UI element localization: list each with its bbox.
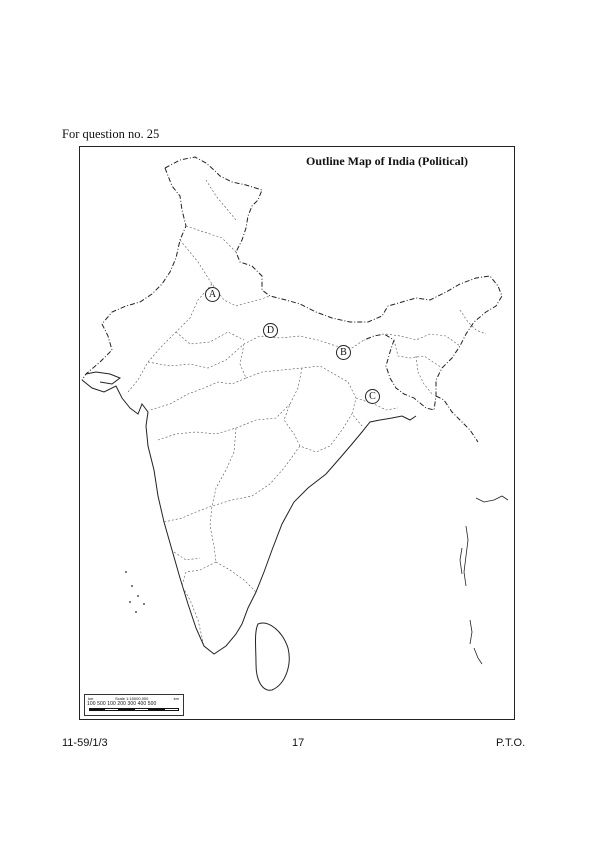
- gulf-of-kutch: [86, 372, 120, 384]
- sri-lanka-outline: [256, 623, 290, 690]
- map-marker-d: D: [263, 323, 278, 338]
- map-marker-a: A: [205, 287, 220, 302]
- scale-unit-left: km: [88, 696, 94, 701]
- western-boundary: [82, 168, 186, 380]
- lakshadweep-islands: [125, 571, 145, 613]
- northeast-boundary: [436, 396, 478, 442]
- scale-bar: [89, 708, 179, 711]
- footer-page-number: 17: [292, 737, 305, 749]
- question-label: For question no. 25: [62, 127, 160, 141]
- scale-unit-right: km: [173, 696, 179, 701]
- coastline: [82, 380, 416, 654]
- footer-code: 11-59/1/3: [62, 737, 108, 749]
- scale-box: [84, 694, 184, 716]
- footer-pto: P.T.O.: [496, 737, 526, 749]
- map-marker-c: C: [365, 389, 380, 404]
- map-marker-b: B: [336, 345, 351, 360]
- state-boundaries: [128, 180, 486, 646]
- scale-ratio: Scale 1:15000,000: [115, 696, 149, 701]
- andaman-nicobar-islands: [460, 496, 508, 664]
- scale-ticks: 100 500 100 200 300 400 500: [87, 701, 157, 707]
- map-title: Outline Map of India (Political): [306, 154, 468, 168]
